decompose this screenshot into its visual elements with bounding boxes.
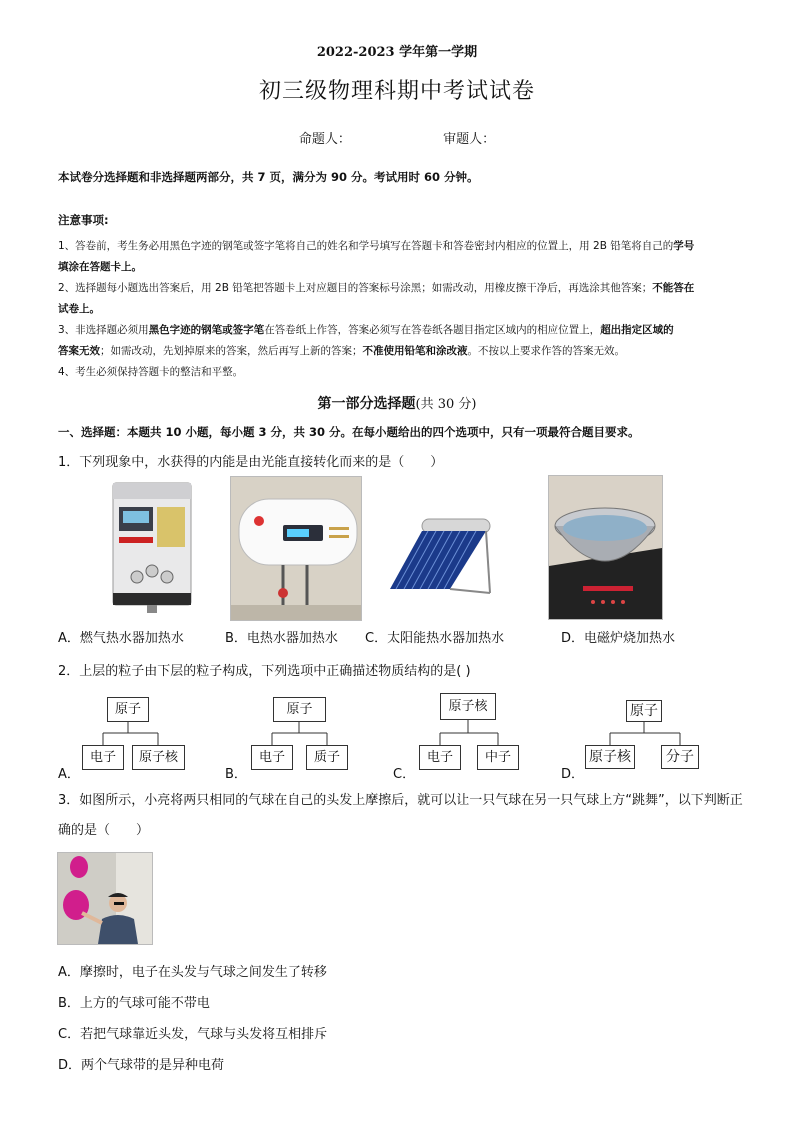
reviewer-label: 审题人： — [443, 132, 496, 147]
question-2-option-d-label: D． — [561, 767, 585, 782]
option-d-right-box: 分子 — [661, 745, 699, 769]
option-a-top-box: 原子 — [107, 697, 149, 722]
question-1-stem: 1．下列现象中，水获得的内能是由光能直接转化而来的是（ ） — [58, 455, 444, 470]
option-a-right-box: 原子核 — [132, 745, 185, 770]
notice-item-3: 3、非选择题必须用黑色字迹的钢笔或签字笔在答卷纸上作答，答案必须写在答卷纸各题目指定区域内的相应位置上，超出指定区域的 答案无效；如需改动，先划掉原来的答案，然后再写上新的答案；不准使用铅笔和涂改液。不按以上要求作答的答案无效。 — [58, 324, 674, 357]
option-b-top-box: 原子 — [273, 697, 326, 722]
option-c-right-box: 中子 — [477, 745, 519, 770]
question-3-option-d: D．两个气球带的是异种电荷 — [58, 1058, 225, 1073]
notice-item-1: 1、答卷前，考生务必用黑色字迹的钢笔或签字笔将自己的姓名和学号填写在答题卡和答卷密封内相应的位置上，用 2B 铅笔将自己的学号 填涂在答题卡上。 — [58, 240, 695, 273]
option-c-top-box: 原子核 — [440, 693, 496, 720]
question-1-option-d: D．电磁炉烧加热水 — [561, 631, 676, 646]
question-2-stem: 2．上层的粒子由下层的粒子构成，下列选项中正确描述物质结构的是( ) — [58, 664, 471, 679]
option-c-left-box: 电子 — [419, 745, 461, 770]
question-2-option-a-label: A． — [58, 767, 80, 782]
part-title: 第一部分选择题(共 30 分) — [317, 396, 477, 412]
option-b-left-box: 电子 — [251, 745, 293, 770]
exam-year: 2022-2023 学年第一学期 — [316, 45, 478, 60]
question-2-option-b-label: B． — [225, 767, 247, 782]
option-a-left-box: 电子 — [82, 745, 124, 770]
question-3-option-c: C．若把气球靠近头发，气球与头发将互相排斥 — [58, 1027, 328, 1042]
option-d-top-box: 原子 — [626, 700, 662, 722]
setter-label: 命题人： — [298, 132, 351, 147]
question-1-option-b: B．电热水器加热水 — [225, 631, 338, 646]
option-b-right-box: 质子 — [306, 745, 348, 770]
question-2-option-c-label: C． — [393, 767, 416, 782]
question-3-option-b: B．上方的气球可能不带电 — [58, 996, 210, 1011]
question-1-option-c: C．太阳能热水器加热水 — [365, 631, 505, 646]
question-3-option-a: A．摩擦时，电子在头发与气球之间发生了转移 — [58, 965, 327, 980]
exam-title: 初三级物理科期中考试试卷 — [258, 79, 535, 104]
section-instructions: 一、选择题：本题共 10 小题，每小题 3 分，共 30 分。在每小题给出的四个选项中，只有一项最符合题目要求。 — [58, 425, 640, 439]
question-3-stem: 3．如图所示，小亮将两只相同的气球在自己的头发上摩擦后，就可以让一只气球在另一只气球上方“跳舞”，以下判断正确的是（ ） — [58, 793, 743, 838]
notice-heading: 注意事项: — [58, 213, 109, 227]
notice-item-2: 2、选择题每小题选出答案后，用 2B 铅笔把答题卡上对应题目的答案标号涂黑；如需改动，用橡皮擦干净后，再选涂其他答案；不能答在 试卷上。 — [58, 282, 695, 315]
notice-item-4: 4、考生必须保持答题卡的整洁和平整。 — [58, 366, 244, 378]
question-1-option-a: A．燃气热水器加热水 — [58, 631, 184, 646]
balloon-experiment-image — [57, 852, 153, 945]
exam-intro: 本试卷分选择题和非选择题两部分，共 7 页，满分为 90 分。考试用时 60 分钟。 — [58, 170, 479, 184]
option-d-left-box: 原子核 — [585, 745, 635, 769]
